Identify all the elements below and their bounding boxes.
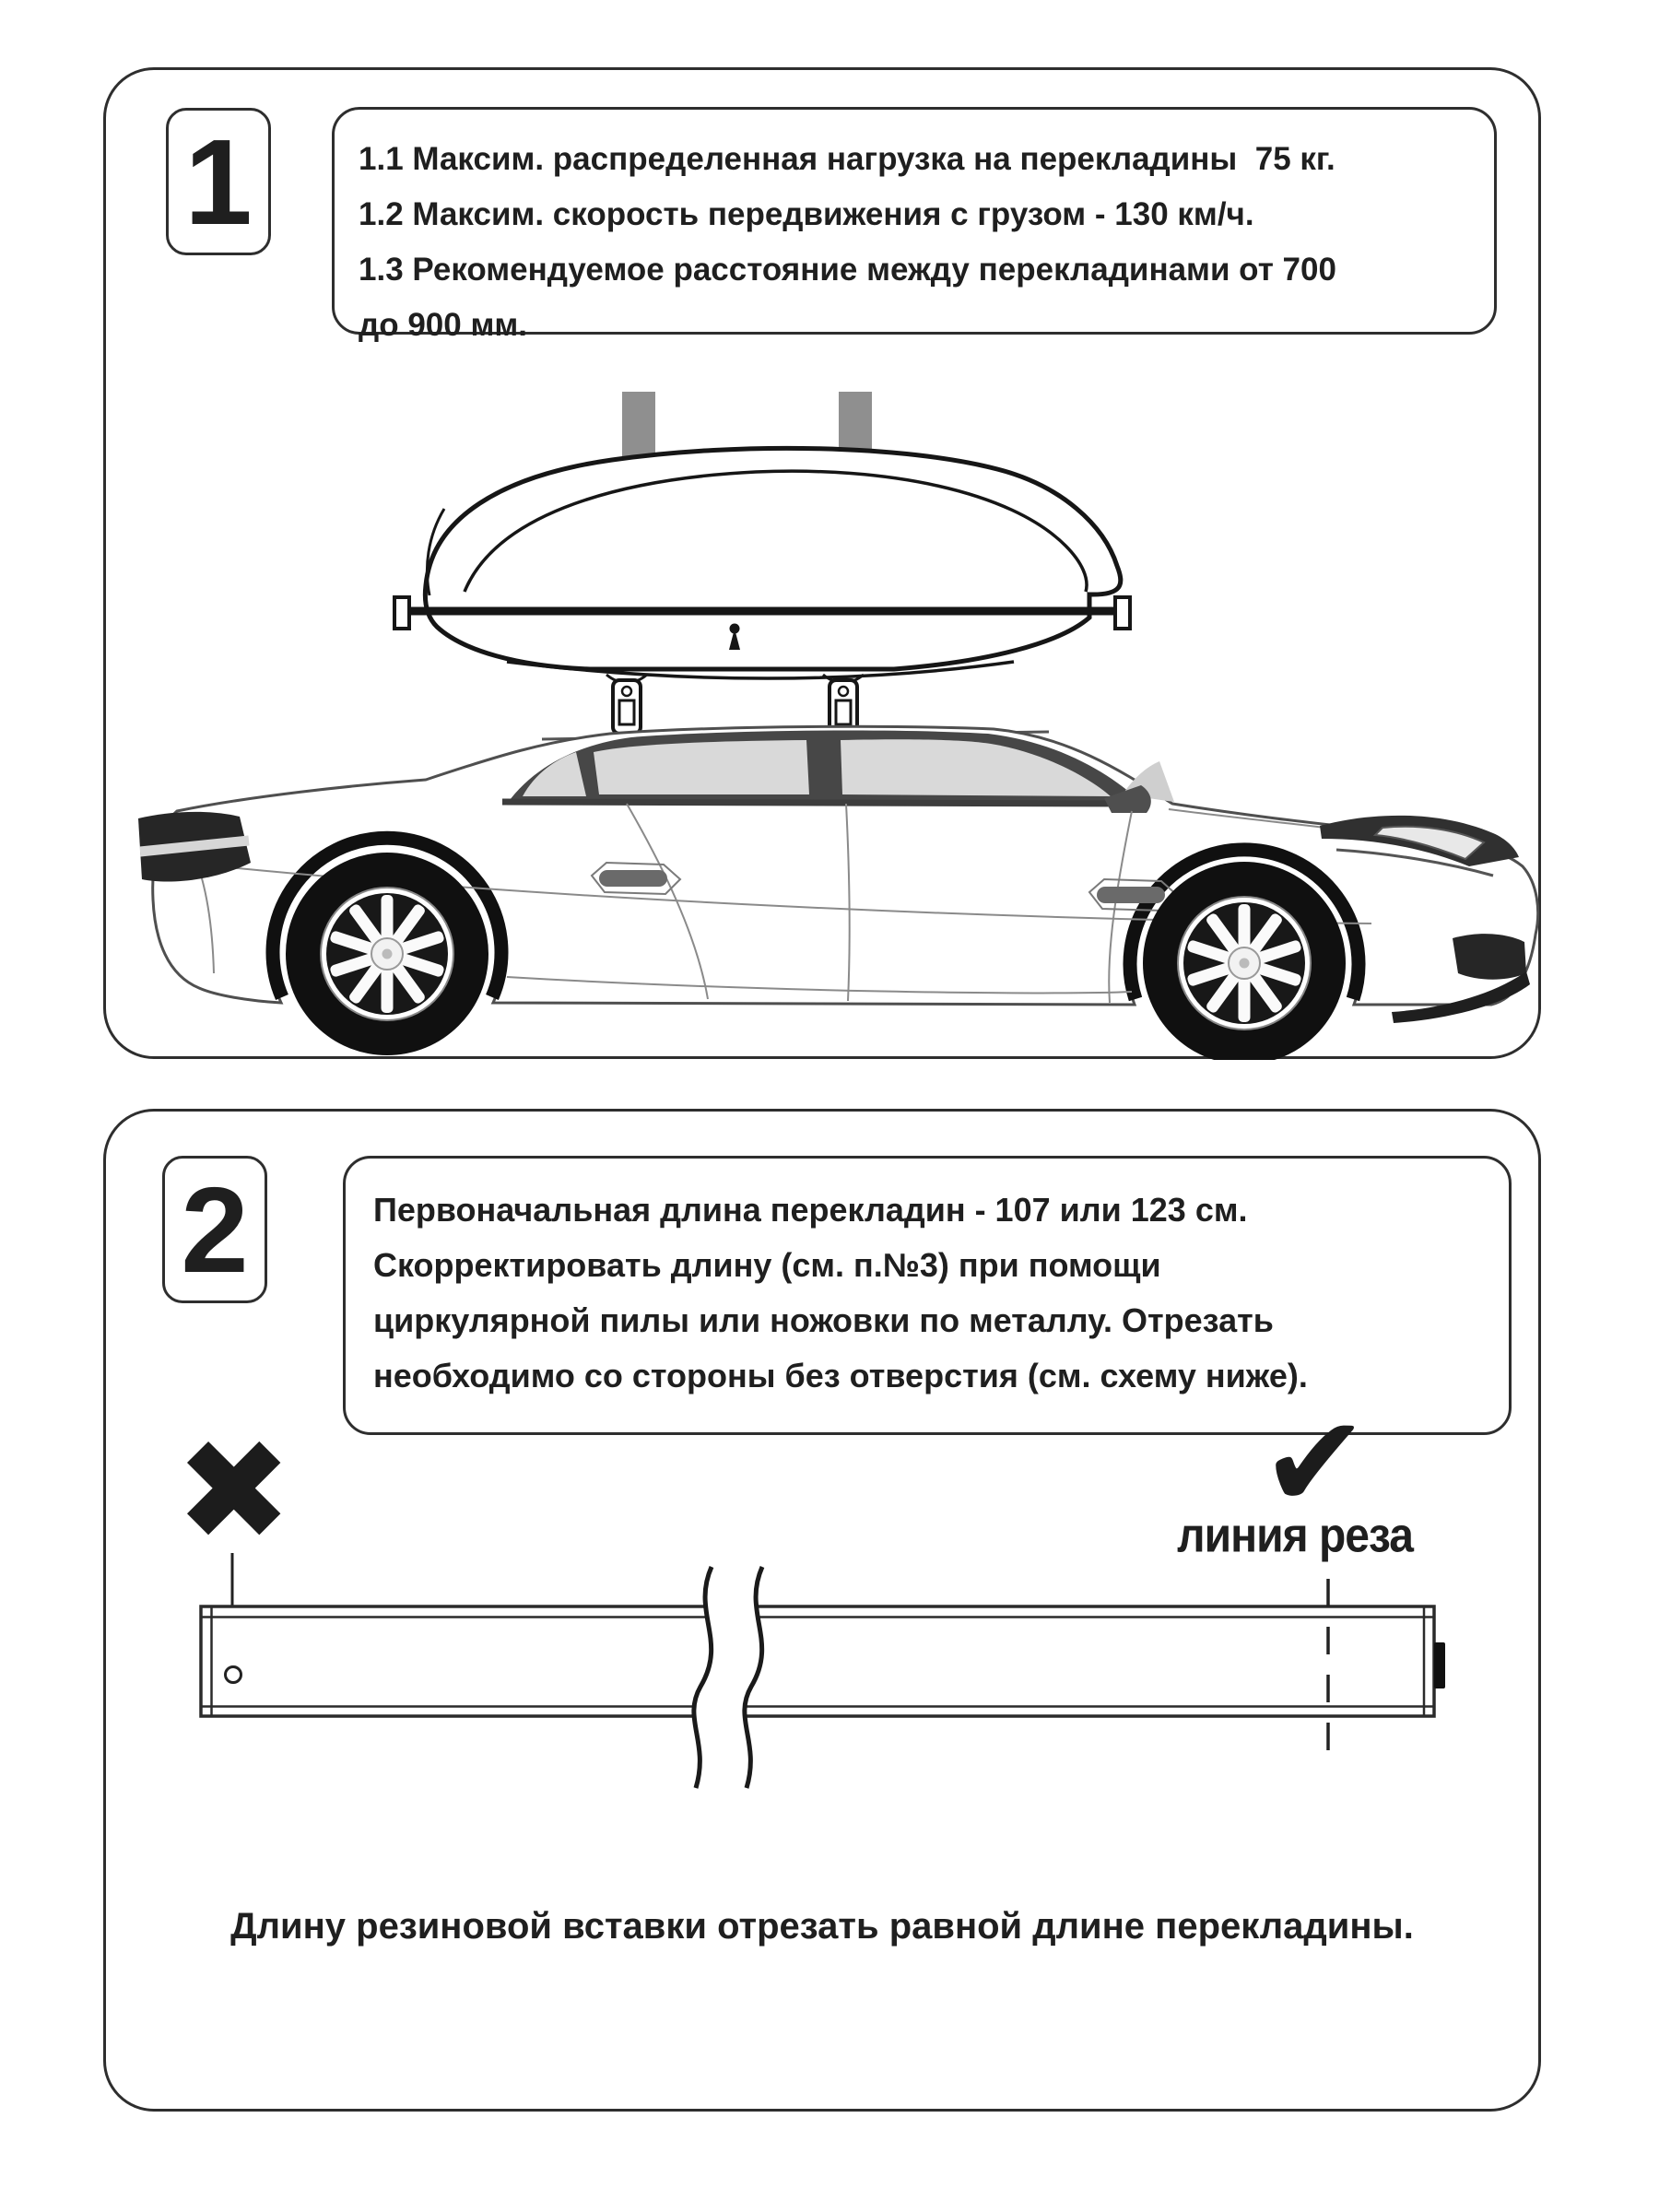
instruction-line-2-3: циркулярной пилы или ножовки по металлу. Отрезать [373, 1301, 1274, 1339]
crossbar-profile [201, 1606, 1445, 1716]
instruction-line-2-1: Первоначальная длина перекладин - 107 или 123 см. [373, 1191, 1248, 1229]
wrong-cross-icon: ✖ [175, 1409, 293, 1572]
rail-end-cap-right [1115, 597, 1130, 629]
rear-wheel [286, 853, 488, 1055]
instruction-line-1-3: 1.3 Рекомендуемое расстояние между перекладинами от 700 [359, 252, 1336, 288]
instruction-line-2-2: Скорректировать длину (см. п.№3) при помощи [373, 1246, 1161, 1284]
cut-line-label: линия реза [1177, 1509, 1413, 1563]
check-icon: ✔ [1261, 1388, 1370, 1538]
crossbar-hole [226, 1667, 241, 1683]
instruction-line-1-2: 1.2 Максим. скорость передвижения с грузом - 130 км/ч. [359, 196, 1254, 232]
instruction-line-1-1: 1.1 Максим. распределенная нагрузка на перекладины 75 кг. [359, 141, 1335, 177]
mounting-foot-left [606, 675, 647, 734]
belt-line [502, 802, 1145, 804]
rail-end-cap-left [394, 597, 409, 629]
step-1-number-badge: 1 [166, 108, 271, 255]
cargo-box-hull [425, 448, 1121, 669]
roof-cargo-box [394, 448, 1130, 678]
rear-door-window [594, 740, 809, 794]
crossbar-cut-diagram [103, 1111, 1543, 2115]
crossbar-end-tab [1434, 1642, 1445, 1688]
front-wheel [1143, 862, 1346, 1060]
mounting-foot-right [823, 675, 864, 734]
instruction-line-1-3b: до 900 мм. [359, 307, 527, 343]
crossbar-outline [201, 1606, 1434, 1716]
rubber-insert-note: Длину резиновой вставки отрезать равной длине перекладины. [230, 1906, 1414, 1947]
fog-lamp [1453, 934, 1526, 980]
break-symbol [694, 1567, 762, 1788]
car-roofbox-illustration [111, 387, 1548, 1060]
instruction-line-2-4: необходимо со стороны без отверстия (см. схему ниже). [373, 1357, 1308, 1394]
step-2-number-badge: 2 [162, 1156, 267, 1303]
step-1-instructions-box [332, 107, 1497, 343]
